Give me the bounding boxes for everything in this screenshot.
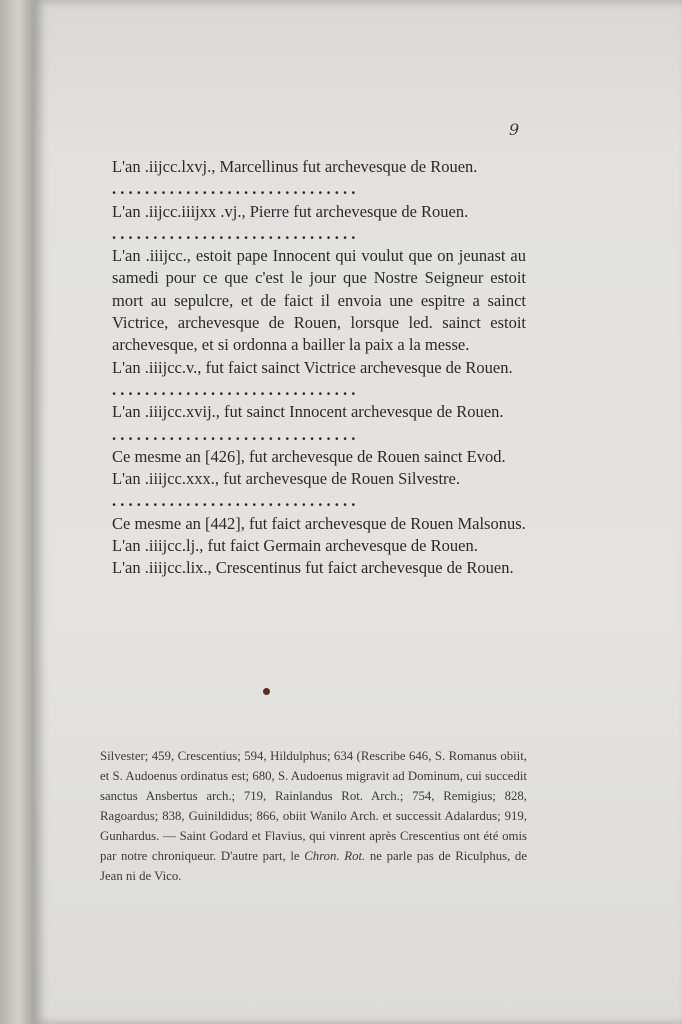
entry-paragraph: L'an .iijcc.iiijxx .vj., Pierre fut archevesque de Rouen. <box>112 201 469 221</box>
book-page <box>34 0 682 1024</box>
entry-paragraph: L'an .iiijcc.v., fut faict sainct Victrice archevesque de Rouen. <box>112 357 513 377</box>
entry-paragraph: L'an .iiijcc.xvij., fut sainct Innocent archevesque de Rouen. <box>112 402 504 422</box>
entry-paragraph: L'an .iiijcc.xxx., fut archevesque de Rouen Silvestre. <box>112 469 460 489</box>
footnote-text: Silvester; 459, Crescentius; 594, Hildulphus; 634 (Rescribe 646, S. Romanus obiit, et S. Audoenus ordinatus est; 680, S. Audoenus migravit ad Dominum, cui succedit sanctus Ansbertus arch.; 719, Rainlandus Rot. Arch.; 754, Remigius; 828, Ragoardus; 838, Guinildidus; 866, obiit Wanilo Arch. et successit Adalardus; 919, Gunhardus. — Saint Godard et Flavius, qui vinrent après Crescentius ont été omis par notre chroniqueur. D'autre part, le <box>100 749 527 863</box>
ellipsis-row: . . . . . . . . . . . . . . . . . . . . . . . . . . . . . . <box>112 379 356 399</box>
entry-paragraph: L'an .iijcc.lxvj., Marcellinus fut archevesque de Rouen. <box>112 157 478 176</box>
chronicle-text <box>112 156 526 580</box>
entry-paragraph: L'an .iiijcc., estoit pape Innocent qui voulut que on jeunast au samedi pour ce que c'est le jour que Nostre Seigneur estoit mort au sepulcre, et de faict il envoia une espitre a sainct Victrice, archevesque de Rouen, lorsque led. sainct estoit archevesque, et si ordonna a bailler la paix a la messe. <box>112 246 526 355</box>
ellipsis-row: . . . . . . . . . . . . . . . . . . . . . . . . . . . . . . <box>112 424 356 444</box>
ellipsis-row: . . . . . . . . . . . . . . . . . . . . . . . . . . . . . . <box>112 491 356 511</box>
ink-spot <box>263 688 270 695</box>
previous-page-edge <box>0 0 34 1024</box>
entry-paragraph: Ce mesme an [442], fut faict archevesque de Rouen Malsonus. <box>112 513 526 533</box>
entry-paragraph: L'an .iiijcc.lj., fut faict Germain archevesque de Rouen. <box>112 536 478 556</box>
page-number: 9 <box>509 120 520 139</box>
footnote-text-end: ne parle pas de Riculphus, de Jean ni de Vico. <box>100 849 528 883</box>
footnote-italic: Chron. Rot. <box>304 849 366 863</box>
entry-paragraph: L'an .iiijcc.lix., Crescentinus fut faict archevesque de Rouen. <box>112 558 514 578</box>
entry-paragraph: Ce mesme an [426], fut archevesque de Rouen sainct Evod. <box>112 446 506 466</box>
ellipsis-row: . . . . . . . . . . . . . . . . . . . . . . . . . . . . . . <box>112 179 356 199</box>
footnotes <box>100 746 527 886</box>
ellipsis-row: . . . . . . . . . . . . . . . . . . . . . . . . . . . . . . <box>112 223 356 243</box>
